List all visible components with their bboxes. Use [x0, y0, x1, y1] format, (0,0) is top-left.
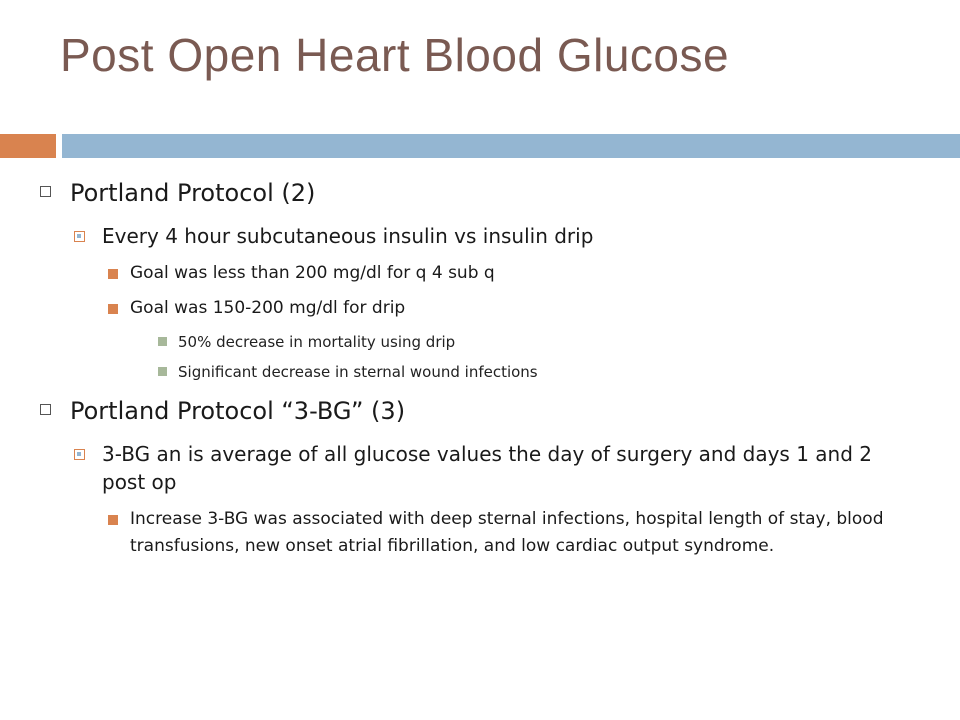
bullet-level2 [68, 222, 916, 250]
bullet-level1 [36, 176, 916, 210]
bullet-text: Every 4 hour subcutaneous insulin vs insulin drip [102, 224, 594, 248]
filled-square-bullet-icon [108, 304, 118, 314]
accent-bar-orange [0, 134, 56, 158]
accent-bar-blue [62, 134, 960, 158]
square-bullet-icon [40, 186, 51, 197]
bullet-text: Goal was 150-200 mg/dl for drip [130, 298, 406, 318]
square-bullet-icon [40, 404, 51, 415]
bullet-text: 3-BG an is average of all glucose values the day of surgery and days 1 and 2 post op [102, 442, 872, 494]
bullet-level1 [36, 394, 916, 428]
bullet-text: 50% decrease in mortality using drip [178, 333, 456, 351]
square-bullet-icon [74, 449, 85, 460]
square-bullet-icon [74, 231, 85, 242]
filled-square-bullet-icon [158, 337, 167, 346]
bullet-text: Goal was less than 200 mg/dl for q 4 sub q [130, 263, 495, 283]
slide-title: Post Open Heart Blood Glucose [60, 29, 730, 81]
filled-square-bullet-icon [108, 515, 118, 525]
slide-body [36, 176, 916, 568]
bullet-text: Increase 3-BG was associated with deep sternal infections, hospital length of stay, blood transfusions, new onset atrial fibrillation, and low cardiac output syndrome. [130, 509, 884, 556]
bullet-text: Portland Protocol (2) [70, 179, 316, 207]
bullet-level4 [158, 360, 916, 384]
bullet-level3 [106, 506, 916, 560]
bullet-level2 [68, 440, 916, 496]
bullet-text: Portland Protocol “3-BG” (3) [70, 397, 406, 425]
bullet-text: Significant decrease in sternal wound infections [178, 363, 538, 381]
filled-square-bullet-icon [108, 269, 118, 279]
bullet-level3 [106, 260, 916, 287]
bullet-level4 [158, 330, 916, 354]
bullet-level3 [106, 295, 916, 322]
filled-square-bullet-icon [158, 367, 167, 376]
